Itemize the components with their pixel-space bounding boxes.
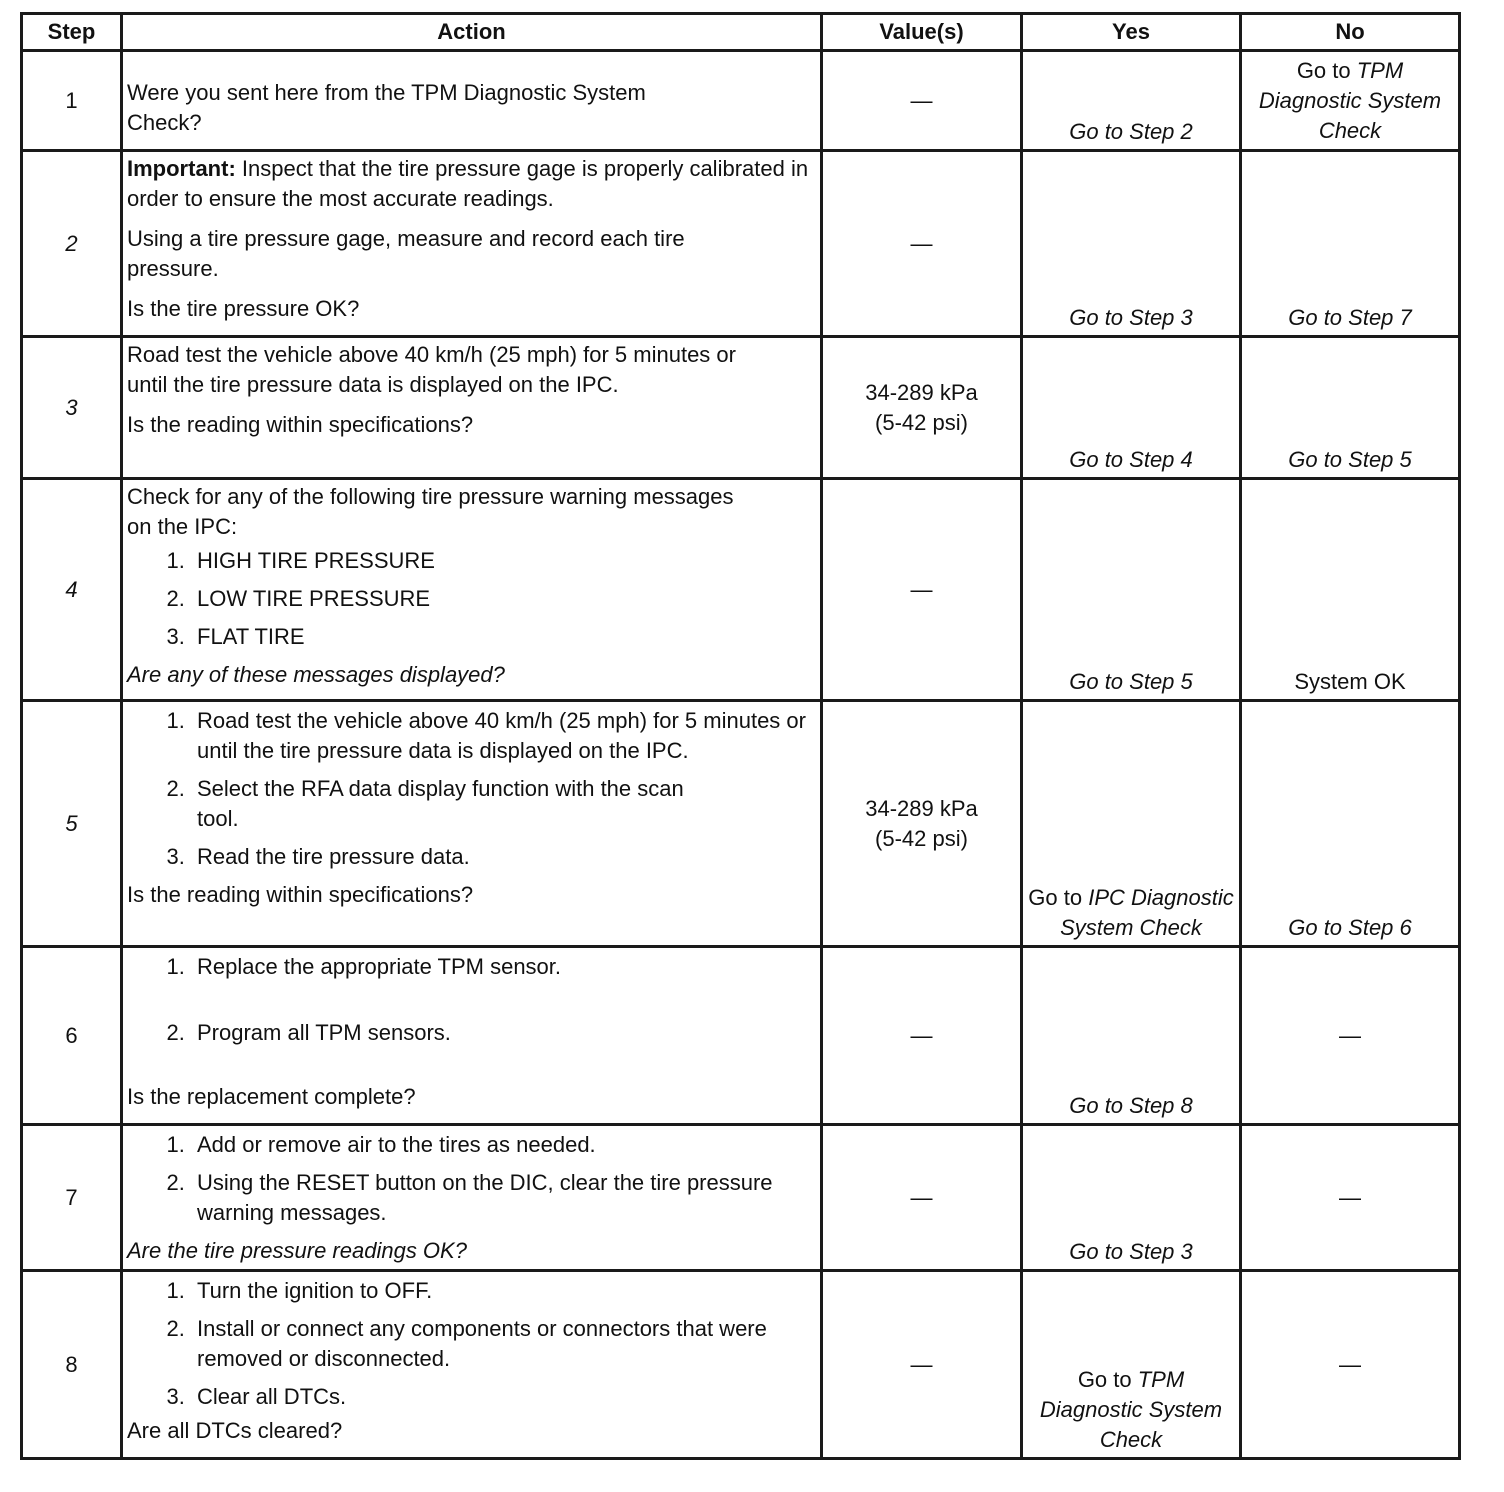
no-link[interactable]: Go to Step 6 [1241, 701, 1460, 947]
action-cell [122, 947, 822, 1125]
value-dash: — [822, 151, 1022, 337]
diagnostic-table [20, 12, 1461, 1460]
important-note [127, 154, 816, 214]
table-row [22, 51, 1460, 151]
action-cell [122, 151, 822, 337]
action-cell [122, 1271, 822, 1459]
step-number: 7 [22, 1125, 122, 1271]
no-link[interactable]: Go to Step 5 [1241, 337, 1460, 479]
value-cell [822, 337, 1022, 479]
list-item: 1. Road test the vehicle above 40 km/h (25 mph) for 5 minutes or until the tire pressure data is displayed on the IPC. [191, 706, 816, 766]
table-row [22, 1271, 1460, 1459]
procedure-list [127, 1130, 816, 1228]
no-link-prefix: Go to [1296, 57, 1357, 83]
table-row [22, 479, 1460, 701]
list-item: 2. Install or connect any components or connectors that were removed or disconnected. [191, 1314, 816, 1374]
value-psi: (5-42 psi) [875, 409, 968, 435]
procedure-list [127, 1276, 816, 1412]
header-yes: Yes [1022, 14, 1241, 51]
list-item: 1. Turn the ignition to OFF. [191, 1276, 816, 1306]
procedure-list [127, 706, 816, 872]
yes-link-target: IPC Diagnostic System Check [1060, 885, 1234, 940]
action-cell [122, 337, 822, 479]
step-number: 1 [22, 51, 122, 151]
value-kpa: 34-289 kPa [865, 379, 978, 405]
no-link-target: TPM Diagnostic System Check [1258, 57, 1442, 143]
yes-link[interactable]: Go to Step 2 [1022, 51, 1241, 151]
yes-link[interactable]: Go to Step 3 [1022, 151, 1241, 337]
action-text: Road test the vehicle above 40 km/h (25 mph) for 5 minutes or until the tire pressure data is displayed on the IPC. [127, 342, 736, 397]
value-dash: — [822, 479, 1022, 701]
list-item: 3. Clear all DTCs. [191, 1382, 816, 1412]
header-step: Step [22, 14, 122, 51]
action-question: Are all DTCs cleared? [127, 1418, 343, 1443]
important-label: Important: [127, 156, 236, 181]
no-dash: — [1241, 947, 1460, 1125]
action-question: Are the tire pressure readings OK? [127, 1238, 467, 1263]
action-question: Is the tire pressure OK? [127, 296, 360, 321]
yes-link[interactable]: Go to Step 3 [1022, 1125, 1241, 1271]
value-dash: — [822, 1125, 1022, 1271]
no-link[interactable]: System OK [1241, 479, 1460, 701]
list-item: 2. Program all TPM sensors. [191, 1018, 816, 1048]
value-psi: (5-42 psi) [875, 825, 968, 851]
yes-link-prefix: Go to [1028, 885, 1089, 910]
yes-link-target: TPM Diagnostic System Check [1039, 1367, 1223, 1452]
action-question: Is the reading within specifications? [127, 412, 474, 437]
yes-link[interactable]: Go to Step 4 [1022, 337, 1241, 479]
list-item: 1. HIGH TIRE PRESSURE [191, 546, 816, 576]
list-item: 3. FLAT TIRE [191, 622, 816, 652]
list-item: 3. Read the tire pressure data. [191, 842, 816, 872]
no-link[interactable]: Go to Step 7 [1241, 151, 1460, 337]
yes-link[interactable]: Go to Step 5 [1022, 479, 1241, 701]
list-item: 2. LOW TIRE PRESSURE [191, 584, 816, 614]
message-list [127, 546, 816, 652]
action-cell [122, 51, 822, 151]
header-no: No [1241, 14, 1460, 51]
step-number: 6 [22, 947, 122, 1125]
header-row [22, 14, 1460, 51]
step-number: 5 [22, 701, 122, 947]
action-text: Using a tire pressure gage, measure and record each tire pressure. [127, 226, 685, 281]
action-question: Is the reading within specifications? [127, 882, 474, 907]
value-dash: — [822, 1271, 1022, 1459]
table-row [22, 337, 1460, 479]
action-question: Were you sent here from the TPM Diagnostic System Check? [127, 79, 646, 135]
list-item: 1. Add or remove air to the tires as needed. [191, 1130, 816, 1160]
list-item: 2. Select the RFA data display function with the scan tool. [191, 774, 717, 834]
step-number: 8 [22, 1271, 122, 1459]
table-row [22, 151, 1460, 337]
no-link[interactable] [1241, 51, 1460, 151]
table-row [22, 947, 1460, 1125]
value-dash: — [822, 947, 1022, 1125]
yes-link[interactable] [1022, 1271, 1241, 1459]
action-question: Are any of these messages displayed? [127, 662, 505, 687]
action-cell [122, 701, 822, 947]
step-number: 4 [22, 479, 122, 701]
important-text: Inspect that the tire pressure gage is properly calibrated in order to ensure the most accurate readings. [127, 156, 809, 211]
step-number: 2 [22, 151, 122, 337]
action-cell [122, 479, 822, 701]
yes-link[interactable] [1022, 701, 1241, 947]
value-cell [822, 701, 1022, 947]
step-number: 3 [22, 337, 122, 479]
value-dash: — [822, 51, 1022, 151]
table-row [22, 701, 1460, 947]
value-kpa: 34-289 kPa [865, 795, 978, 821]
action-text: Check for any of the following tire pressure warning messages on the IPC: [127, 484, 734, 539]
no-dash: — [1241, 1271, 1460, 1459]
procedure-list [127, 952, 816, 1048]
action-question: Is the replacement complete? [127, 1084, 416, 1109]
header-values: Value(s) [822, 14, 1022, 51]
table-row [22, 1125, 1460, 1271]
list-item: 1. Replace the appropriate TPM sensor. [191, 952, 816, 982]
header-action: Action [122, 14, 822, 51]
yes-link[interactable]: Go to Step 8 [1022, 947, 1241, 1125]
no-dash: — [1241, 1125, 1460, 1271]
list-item: 2. Using the RESET button on the DIC, clear the tire pressure warning messages. [191, 1168, 816, 1228]
yes-link-prefix: Go to [1077, 1367, 1138, 1392]
action-cell [122, 1125, 822, 1271]
